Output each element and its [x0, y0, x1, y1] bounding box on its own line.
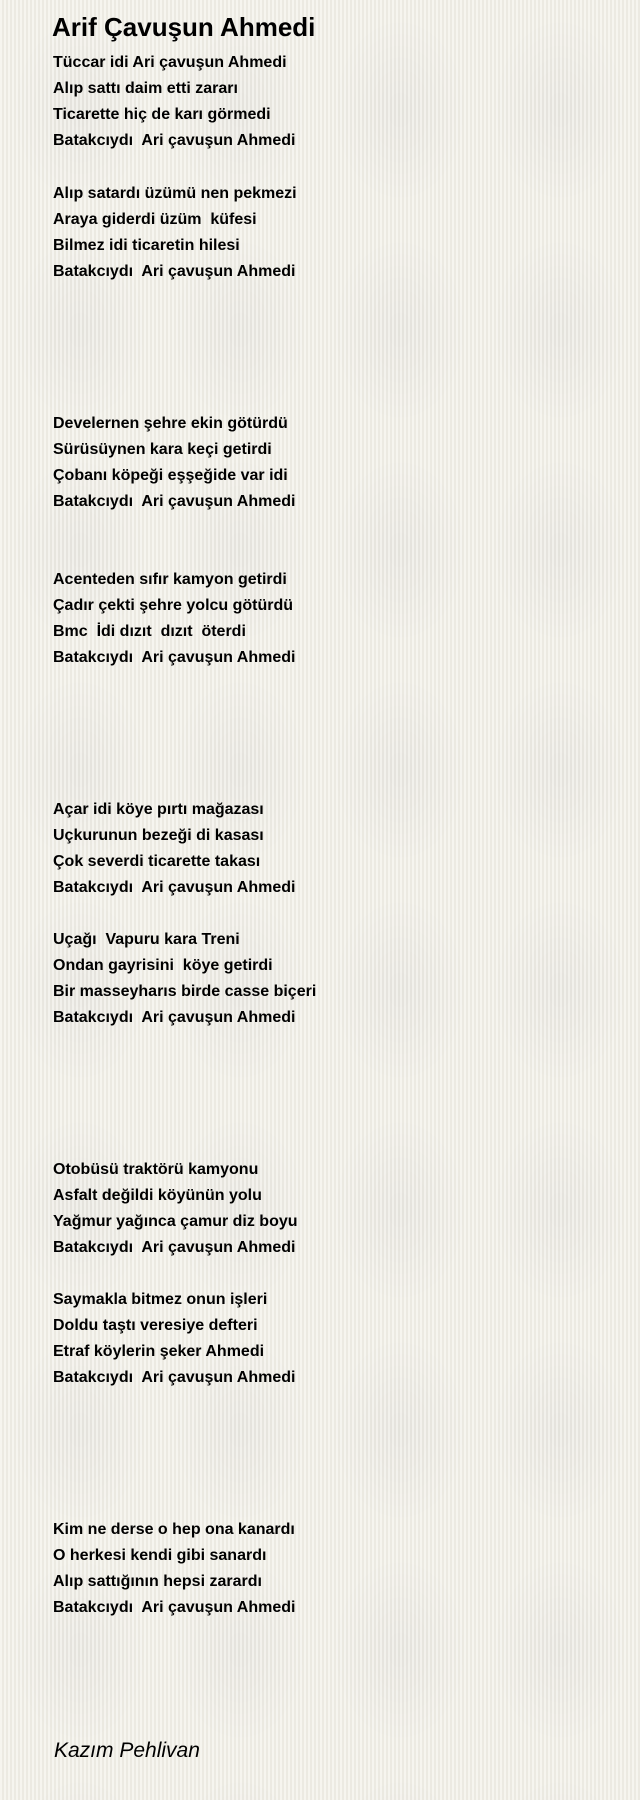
stanza-6 — [53, 927, 316, 1031]
verse-line: Ondan gayrisini köye getirdi — [53, 957, 273, 974]
verse-line: Uçağı Vapuru kara Treni — [53, 931, 240, 948]
verse-line: Batakcıydı Ari çavuşun Ahmedi — [53, 1369, 296, 1386]
stanza-5 — [53, 797, 295, 901]
verse-line: Uçkurunun bezeği di kasası — [53, 827, 264, 844]
stanza-2 — [53, 181, 297, 285]
verse-line: Alıp sattı daim etti zararı — [53, 80, 238, 97]
verse-line: Sürüsüynen kara keçi getirdi — [53, 441, 272, 458]
verse-line: Batakcıydı Ari çavuşun Ahmedi — [53, 132, 296, 149]
verse-line: Kim ne derse o hep ona kanardı — [53, 1521, 295, 1538]
stanza-7 — [53, 1157, 298, 1261]
verse-line: Tüccar idi Ari çavuşun Ahmedi — [53, 54, 287, 71]
verse-line: Yağmur yağınca çamur diz boyu — [53, 1213, 298, 1230]
verse-line: Ticarette hiç de karı görmedi — [53, 106, 271, 123]
verse-line: Alıp satardı üzümü nen pekmezi — [53, 185, 297, 202]
verse-line: Doldu taştı veresiye defteri — [53, 1317, 258, 1334]
verse-line: Batakcıydı Ari çavuşun Ahmedi — [53, 1239, 296, 1256]
verse-line: Asfalt değildi köyünün yolu — [53, 1187, 262, 1204]
poem-title: Arif Çavuşun Ahmedi — [52, 12, 316, 42]
verse-line: Acenteden sıfır kamyon getirdi — [53, 571, 287, 588]
stanza-3 — [53, 411, 295, 515]
verse-line: Bilmez idi ticaretin hilesi — [53, 237, 240, 254]
verse-line: Bir masseyharıs birde casse biçeri — [53, 983, 317, 1000]
stanza-9 — [53, 1517, 295, 1621]
verse-line: Develernen şehre ekin götürdü — [53, 415, 288, 432]
stanza-4 — [53, 567, 295, 671]
verse-line: Batakcıydı Ari çavuşun Ahmedi — [53, 1009, 296, 1026]
verse-line: Çadır çekti şehre yolcu götürdü — [53, 597, 294, 614]
verse-line: Batakcıydı Ari çavuşun Ahmedi — [53, 493, 296, 510]
verse-line: Bmc İdi dızıt dızıt öterdi — [53, 623, 246, 640]
verse-line: Araya giderdi üzüm küfesi — [53, 211, 257, 228]
stanza-1 — [53, 50, 295, 154]
verse-line: Etraf köylerin şeker Ahmedi — [53, 1343, 265, 1360]
poem-author: Kazım Pehlivan — [54, 1739, 200, 1762]
verse-line: O herkesi kendi gibi sanardı — [53, 1547, 267, 1564]
verse-line: Çobanı köpeği eşşeğide var idi — [53, 467, 288, 484]
verse-line: Batakcıydı Ari çavuşun Ahmedi — [53, 263, 296, 280]
verse-line: Otobüsü traktörü kamyonu — [53, 1161, 259, 1178]
verse-line: Çok severdi ticarette takası — [53, 853, 261, 870]
verse-line: Batakcıydı Ari çavuşun Ahmedi — [53, 1599, 296, 1616]
verse-line: Açar idi köye pırtı mağazası — [53, 801, 264, 818]
verse-line: Saymakla bitmez onun işleri — [53, 1291, 268, 1308]
verse-line: Alıp sattığının hepsi zarardı — [53, 1573, 262, 1590]
verse-line: Batakcıydı Ari çavuşun Ahmedi — [53, 879, 296, 896]
verse-line: Batakcıydı Ari çavuşun Ahmedi — [53, 649, 296, 666]
stanza-8 — [53, 1287, 295, 1391]
